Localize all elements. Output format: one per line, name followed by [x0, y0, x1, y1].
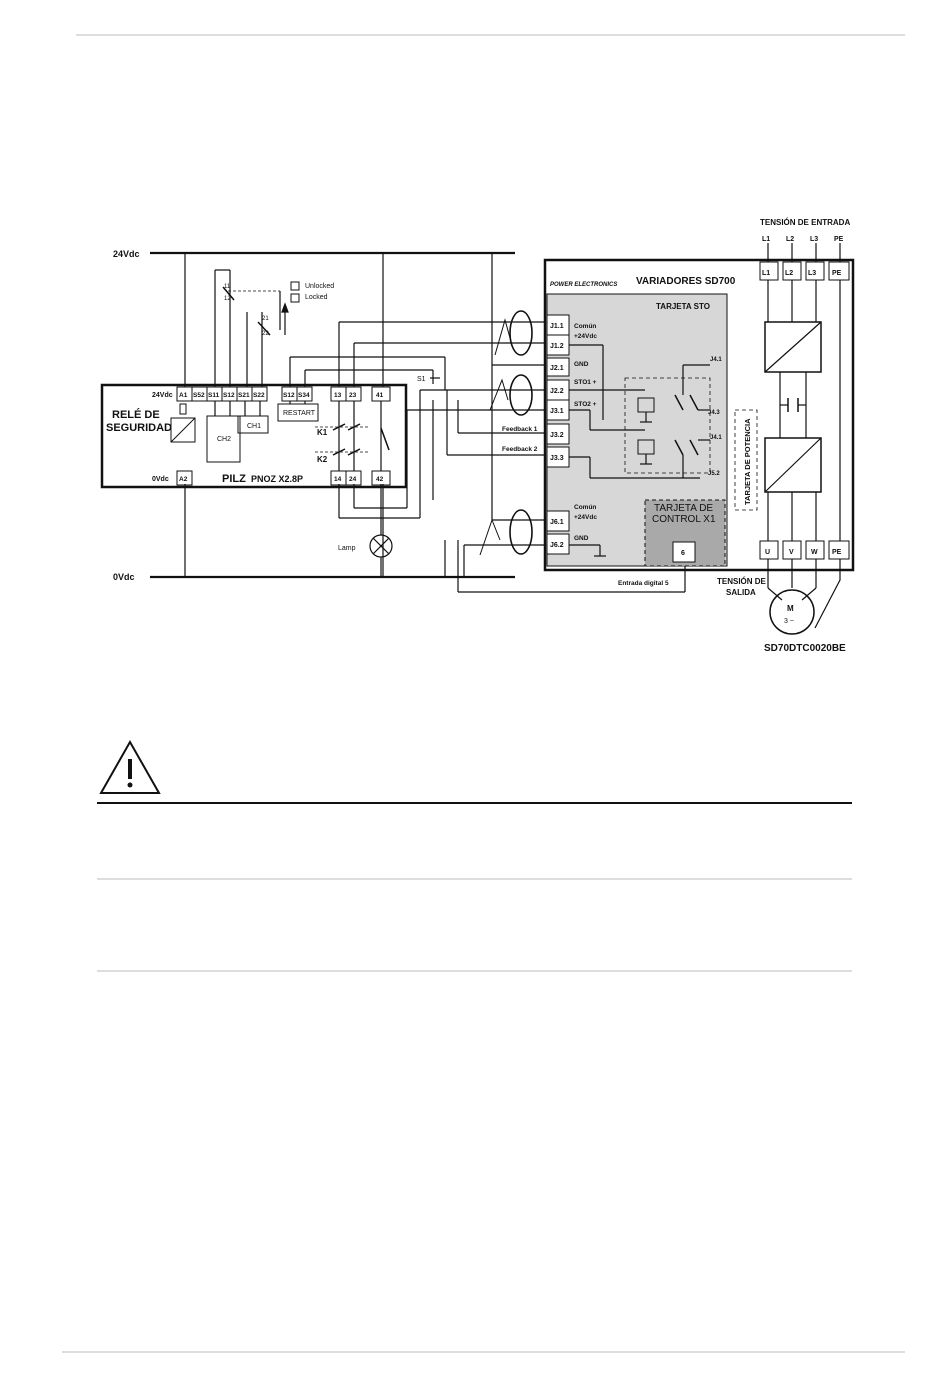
drive-input-terminal: PE — [832, 270, 842, 277]
output-voltage-line1: TENSIÓN DE — [717, 577, 766, 586]
relay-ch2-label: CH2 — [217, 436, 232, 443]
digital-input-label: Entrada digital 5 — [618, 580, 669, 587]
common-voltage-label: +24Vdc — [574, 514, 597, 521]
wiring-diagram — [102, 243, 853, 634]
relay-title-line1: RELÉ DE — [112, 409, 160, 421]
relay-terminal-top: S11 — [208, 392, 220, 399]
connector-label: J6.1 — [550, 519, 564, 526]
relay-k1-label: K1 — [317, 428, 328, 437]
relay-terminal-top: S22 — [253, 392, 265, 399]
drive-output-terminal: V — [789, 549, 794, 556]
gnd-label: GND — [574, 535, 589, 542]
relay-model: PNOZ X2.8P — [251, 474, 304, 484]
relay-ch1-label: CH1 — [247, 423, 262, 430]
relay-terminal-top: 23 — [349, 392, 357, 399]
input-line-label: PE — [834, 236, 844, 243]
connector-label: J3.3 — [550, 455, 564, 462]
common-voltage-label: +24Vdc — [574, 333, 597, 340]
drive-output-terminal: PE — [832, 549, 842, 556]
relay-contact-label: J4.1 — [710, 435, 722, 441]
door-contact-22: 22 — [262, 331, 269, 337]
output-voltage-line2: SALIDA — [726, 588, 756, 597]
input-voltage-label: TENSIÓN DE ENTRADA — [760, 218, 851, 227]
relay-terminal-top: 13 — [334, 392, 342, 399]
relay-terminal-top: A1 — [179, 392, 188, 399]
ground-rail-label: 0Vdc — [113, 572, 135, 582]
relay-ground-label: 0Vdc — [152, 476, 169, 483]
sto1-label: STO1 + — [574, 379, 597, 386]
door-contact-12: 12 — [224, 296, 231, 302]
relay-terminal-top: S34 — [298, 392, 310, 399]
input-line-label: L1 — [762, 236, 771, 243]
control-card-line2: CONTROL X1 — [652, 514, 716, 525]
door-contact-21: 21 — [262, 316, 269, 322]
s1-label: S1 — [417, 376, 426, 383]
drive-brand: POWER ELECTRONICS — [550, 282, 618, 288]
relay-terminal-top: S12 — [223, 392, 235, 399]
lamp-label: Lamp — [338, 545, 356, 552]
relay-terminal-top: 41 — [376, 392, 384, 399]
connector-label: J2.2 — [550, 388, 564, 395]
control-card-line1: TARJETA DE — [654, 503, 714, 514]
drive-input-terminal: L1 — [762, 270, 771, 277]
model-code: SD70DTC0020BE — [764, 643, 846, 654]
relay-terminal-bottom: A2 — [179, 476, 188, 483]
safety-relay-box — [102, 385, 406, 487]
connector-label: J1.1 — [550, 323, 564, 330]
diagram-labels — [106, 218, 850, 654]
relay-contact-label: J4.1 — [710, 357, 722, 363]
connector-label: J2.1 — [550, 365, 564, 372]
connector-label: J3.2 — [550, 432, 564, 439]
supply-rail-label: 24Vdc — [113, 249, 140, 259]
relay-terminal-top: S21 — [238, 392, 250, 399]
drive-title: VARIADORES SD700 — [636, 276, 736, 287]
relay-restart-label: RESTART — [283, 410, 316, 417]
door-unlocked-label: Unlocked — [305, 283, 335, 290]
gnd-label: GND — [574, 361, 589, 368]
power-card-label: TARJETA DE POTENCIA — [743, 418, 752, 505]
relay-terminal-top: S12 — [283, 392, 295, 399]
feedback2-label: Feedback 2 — [502, 446, 538, 453]
input-line-label: L2 — [786, 236, 795, 243]
drive-input-terminal: L2 — [785, 270, 794, 277]
relay-terminal-bottom: 42 — [376, 476, 384, 483]
drive-output-terminal: W — [811, 549, 818, 556]
common-label: Común — [574, 504, 597, 511]
relay-terminal-top: S52 — [193, 392, 205, 399]
drive-input-terminal: L3 — [808, 270, 817, 277]
relay-terminal-bottom: 24 — [349, 476, 357, 483]
relay-terminal-bottom: 14 — [334, 476, 342, 483]
relay-contact-label: J5.2 — [708, 471, 720, 477]
relay-contact-label: J4.3 — [708, 410, 720, 416]
sto-card-title: TARJETA STO — [656, 302, 710, 311]
connector-label: J3.1 — [550, 408, 564, 415]
warning-section — [97, 742, 852, 971]
relay-brand: PILZ — [222, 473, 246, 485]
sto2-label: STO2 + — [574, 401, 597, 408]
drive-output-terminal: U — [765, 549, 771, 556]
common-label: Común — [574, 323, 597, 330]
motor-phase-label: 3 ~ — [784, 618, 794, 625]
relay-supply-label: 24Vdc — [152, 392, 173, 399]
connector-label: J1.2 — [550, 343, 564, 350]
digital-input-terminal: 6 — [681, 550, 685, 557]
connector-label: J6.2 — [550, 542, 564, 549]
input-line-label: L3 — [810, 236, 819, 243]
door-contact-11: 11 — [224, 284, 231, 290]
feedback1-label: Feedback 1 — [502, 426, 538, 433]
door-locked-label: Locked — [305, 294, 328, 301]
relay-k2-label: K2 — [317, 455, 328, 464]
relay-title-line2: SEGURIDAD — [106, 422, 173, 434]
motor-label: M — [787, 604, 794, 613]
